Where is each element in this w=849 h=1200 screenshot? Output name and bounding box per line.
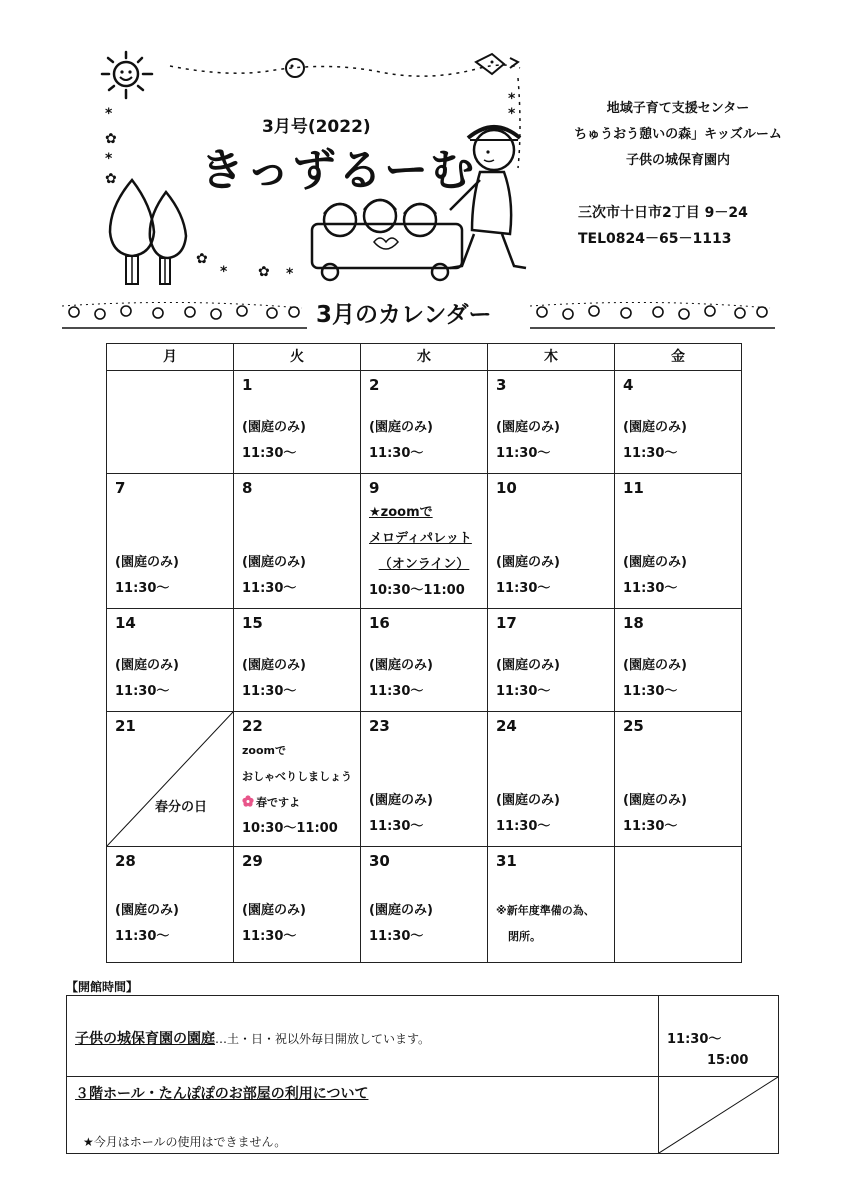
newsletter-title: きっずるーむ bbox=[200, 145, 476, 196]
day-cell-event bbox=[361, 474, 488, 609]
issue-label: 3月号(2022) bbox=[262, 117, 371, 137]
event-time: 10:30～11:00 bbox=[369, 583, 465, 598]
calendar-title: 3月のカレンダー bbox=[316, 302, 492, 328]
day-time: 11:30～ bbox=[369, 819, 424, 834]
day-cell bbox=[234, 847, 361, 963]
event-title: おしゃべりしましょう bbox=[242, 770, 352, 783]
svg-text:*: * bbox=[508, 106, 516, 122]
day-cell bbox=[361, 712, 488, 847]
day-cell-closed bbox=[488, 847, 615, 963]
day-number: 15 bbox=[242, 614, 263, 632]
day-cell bbox=[488, 712, 615, 847]
day-time: 11:30～ bbox=[369, 929, 424, 944]
opening-hours-table bbox=[66, 995, 779, 1154]
hours-start: 11:30～ bbox=[667, 1032, 722, 1047]
svg-text:✿: ✿ bbox=[258, 264, 270, 280]
day-note: (園庭のみ) bbox=[115, 658, 179, 673]
garden-place: 子供の城保育園の園庭 bbox=[75, 1031, 215, 1047]
closed-slash-icon bbox=[659, 1077, 778, 1153]
day-note: (園庭のみ) bbox=[623, 555, 687, 570]
day-number: 14 bbox=[115, 614, 136, 632]
day-time: 11:30～ bbox=[623, 684, 678, 699]
telephone: TEL0824－65－1113 bbox=[578, 231, 732, 247]
day-number: 17 bbox=[496, 614, 517, 632]
svg-text:*: * bbox=[286, 266, 294, 282]
day-time: 11:30～ bbox=[369, 684, 424, 699]
hours-time-cell bbox=[659, 996, 779, 1077]
day-number: 22 bbox=[242, 717, 263, 735]
day-time: 11:30～ bbox=[496, 684, 551, 699]
weekday-header: 火 bbox=[234, 344, 361, 371]
day-note: (園庭のみ) bbox=[369, 420, 433, 435]
closure-note: 閉所。 bbox=[508, 930, 541, 943]
day-time: 11:30～ bbox=[496, 581, 551, 596]
day-note: (園庭のみ) bbox=[242, 658, 306, 673]
day-cell bbox=[361, 371, 488, 474]
day-cell bbox=[488, 609, 615, 712]
day-number: 25 bbox=[623, 717, 644, 735]
event-online: （オンライン） bbox=[378, 557, 470, 572]
event-time: 10:30～11:00 bbox=[242, 821, 338, 836]
day-cell bbox=[234, 371, 361, 474]
day-time: 11:30～ bbox=[369, 446, 424, 461]
day-cell bbox=[234, 609, 361, 712]
day-note: (園庭のみ) bbox=[496, 793, 560, 808]
contact-block bbox=[578, 200, 748, 252]
weekday-header: 水 bbox=[361, 344, 488, 371]
closed-slash-icon bbox=[107, 712, 233, 846]
day-cell bbox=[488, 474, 615, 609]
day-number: 18 bbox=[623, 614, 644, 632]
day-time: 11:30～ bbox=[623, 819, 678, 834]
day-number: 29 bbox=[242, 852, 263, 870]
day-note: (園庭のみ) bbox=[115, 555, 179, 570]
svg-text:*: * bbox=[105, 106, 113, 122]
holiday-label: 春分の日 bbox=[155, 800, 208, 815]
day-number: 10 bbox=[496, 479, 517, 497]
day-time: 11:30～ bbox=[242, 684, 297, 699]
day-number: 16 bbox=[369, 614, 390, 632]
day-cell bbox=[615, 474, 742, 609]
day-number: 23 bbox=[369, 717, 390, 735]
day-time: 11:30～ bbox=[242, 446, 297, 461]
day-cell bbox=[615, 371, 742, 474]
day-number: 21 bbox=[115, 717, 136, 735]
day-number: 8 bbox=[242, 479, 253, 497]
day-note: (園庭のみ) bbox=[623, 793, 687, 808]
hours-row bbox=[67, 996, 659, 1077]
day-cell bbox=[107, 474, 234, 609]
day-time: 11:30～ bbox=[242, 581, 297, 596]
svg-text:✿: ✿ bbox=[196, 251, 208, 267]
svg-text:✿: ✿ bbox=[105, 171, 117, 187]
weekday-header: 月 bbox=[107, 344, 234, 371]
day-note: (園庭のみ) bbox=[623, 420, 687, 435]
day-cell bbox=[361, 847, 488, 963]
day-number: 7 bbox=[115, 479, 126, 497]
day-cell-empty bbox=[107, 371, 234, 474]
hours-label: 【開館時間】 bbox=[66, 980, 139, 994]
day-note: (園庭のみ) bbox=[496, 658, 560, 673]
day-note: (園庭のみ) bbox=[496, 555, 560, 570]
bean-sprouts-decoration-left bbox=[62, 296, 307, 332]
organization-block bbox=[568, 96, 788, 174]
weekday-header: 木 bbox=[488, 344, 615, 371]
day-number: 2 bbox=[369, 376, 380, 394]
svg-text:✿: ✿ bbox=[105, 131, 117, 147]
day-note: (園庭のみ) bbox=[242, 420, 306, 435]
weekday-header: 金 bbox=[615, 344, 742, 371]
day-note: (園庭のみ) bbox=[242, 555, 306, 570]
day-cell bbox=[361, 609, 488, 712]
day-note: (園庭のみ) bbox=[623, 658, 687, 673]
address: 三次市十日市2丁目 9－24 bbox=[578, 205, 748, 221]
event-title: メロディパレット bbox=[369, 531, 472, 546]
day-note: (園庭のみ) bbox=[496, 420, 560, 435]
svg-text:*: * bbox=[220, 264, 228, 280]
hall-usage-title: ３階ホール・たんぽぽのお部屋の利用について bbox=[75, 1086, 369, 1102]
day-note: (園庭のみ) bbox=[242, 903, 306, 918]
event-line: ★zoomで bbox=[369, 505, 433, 520]
svg-text:*: * bbox=[508, 91, 516, 107]
event-line: zoomで bbox=[242, 744, 286, 757]
garden-schedule: …土・日・祝以外毎日開放しています。 bbox=[215, 1032, 431, 1046]
hours-end: 15:00 bbox=[707, 1053, 749, 1068]
day-note: (園庭のみ) bbox=[115, 903, 179, 918]
day-number: 1 bbox=[242, 376, 253, 394]
day-number: 28 bbox=[115, 852, 136, 870]
day-time: 11:30～ bbox=[115, 929, 170, 944]
day-cell-event bbox=[234, 712, 361, 847]
hours-row bbox=[67, 1077, 659, 1154]
event-subtitle bbox=[242, 790, 352, 816]
day-note: (園庭のみ) bbox=[369, 658, 433, 673]
day-cell-holiday bbox=[107, 712, 234, 847]
day-number: 30 bbox=[369, 852, 390, 870]
day-time: 11:30～ bbox=[242, 929, 297, 944]
day-cell bbox=[488, 371, 615, 474]
org-line: ちゅうおう憩いの森」キッズルーム bbox=[574, 127, 782, 142]
hall-usage-note: ★今月はホールの使用はできません。 bbox=[83, 1135, 287, 1149]
org-line: 子供の城保育園内 bbox=[625, 153, 730, 168]
day-cell bbox=[107, 609, 234, 712]
day-time: 11:30～ bbox=[115, 581, 170, 596]
day-time: 11:30～ bbox=[623, 446, 678, 461]
org-line: 地域子育て支援センター bbox=[606, 101, 750, 116]
day-number: 24 bbox=[496, 717, 517, 735]
day-number: 4 bbox=[623, 376, 634, 394]
event-subtitle-text: 春ですよ bbox=[256, 796, 300, 809]
day-time: 11:30～ bbox=[115, 684, 170, 699]
svg-text:*: * bbox=[105, 151, 113, 167]
march-calendar bbox=[106, 343, 742, 963]
day-number: 9 bbox=[369, 479, 380, 497]
day-time: 11:30～ bbox=[496, 819, 551, 834]
day-note: (園庭のみ) bbox=[369, 903, 433, 918]
day-number: 31 bbox=[496, 852, 517, 870]
trees-illustration bbox=[104, 176, 200, 288]
flower-icon bbox=[242, 795, 254, 807]
day-cell bbox=[615, 712, 742, 847]
day-time: 11:30～ bbox=[496, 446, 551, 461]
day-cell-empty bbox=[615, 847, 742, 963]
day-number: 11 bbox=[623, 479, 644, 497]
day-number: 3 bbox=[496, 376, 507, 394]
day-cell bbox=[107, 847, 234, 963]
day-time: 11:30～ bbox=[623, 581, 678, 596]
hours-time-cell-closed bbox=[659, 1077, 779, 1154]
day-cell bbox=[615, 609, 742, 712]
closure-note: ※新年度準備の為、 bbox=[496, 904, 595, 917]
day-cell bbox=[234, 474, 361, 609]
day-note: (園庭のみ) bbox=[369, 793, 433, 808]
bean-sprouts-decoration-right bbox=[530, 296, 775, 332]
